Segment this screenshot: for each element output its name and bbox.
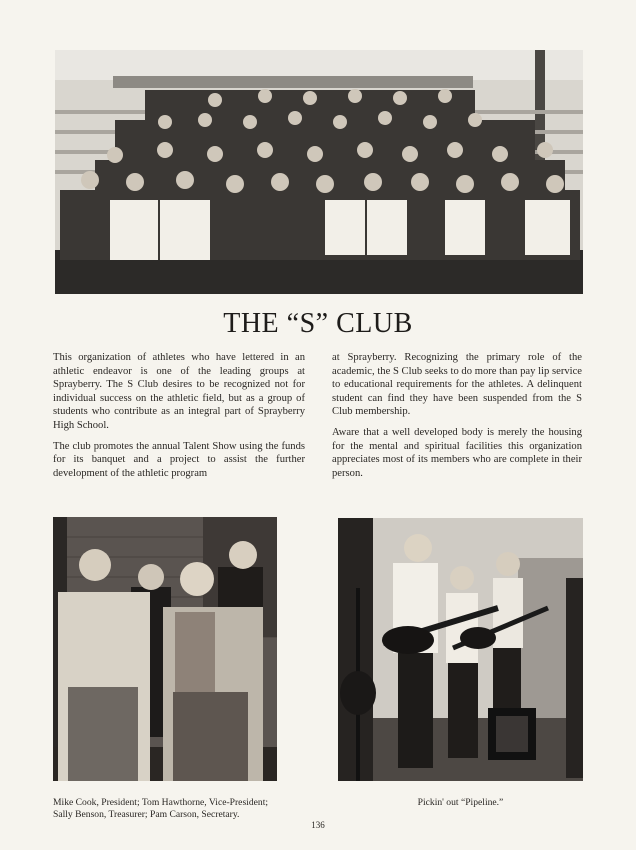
paragraph: Aware that a well developed body is merely the housing for the mental and spiritual facilities this organization appreciates most of its members who are complete in their person.	[332, 426, 582, 479]
officers-photo	[53, 517, 277, 781]
paragraph: This organization of athletes who have lettered in an athletic endeavor is one of the leading groups at Sprayberry. The S Club desires to be recognized not for individual success on the athletic field, but as a group of students who contribute as an integral part of Sprayberry High School.	[53, 352, 305, 431]
page-number: 136	[311, 820, 325, 830]
band-caption: Pickin' out “Pipeline.”	[417, 797, 504, 808]
page-title: THE “S” CLUB	[223, 308, 413, 339]
paragraph: at Sprayberry. Recognizing the primary role of the academic, the S Club seeks to do more than pay lip service to educational requirements for the athletes. A delinquent student can find they have been suspended from the S Club membership.	[332, 352, 582, 418]
body-text-right-column	[332, 351, 582, 487]
body-text-left-column	[53, 351, 305, 487]
officers-caption: Mike Cook, President; Tom Hawthorne, Vice-President; Sally Benson, Treasurer; Pam Carson, Secretary.	[53, 797, 269, 821]
group-photo	[55, 50, 583, 294]
band-photo	[338, 518, 583, 781]
paragraph: The club promotes the annual Talent Show using the funds for its banquet and a project to assist the further development of the athletic program	[53, 440, 305, 479]
